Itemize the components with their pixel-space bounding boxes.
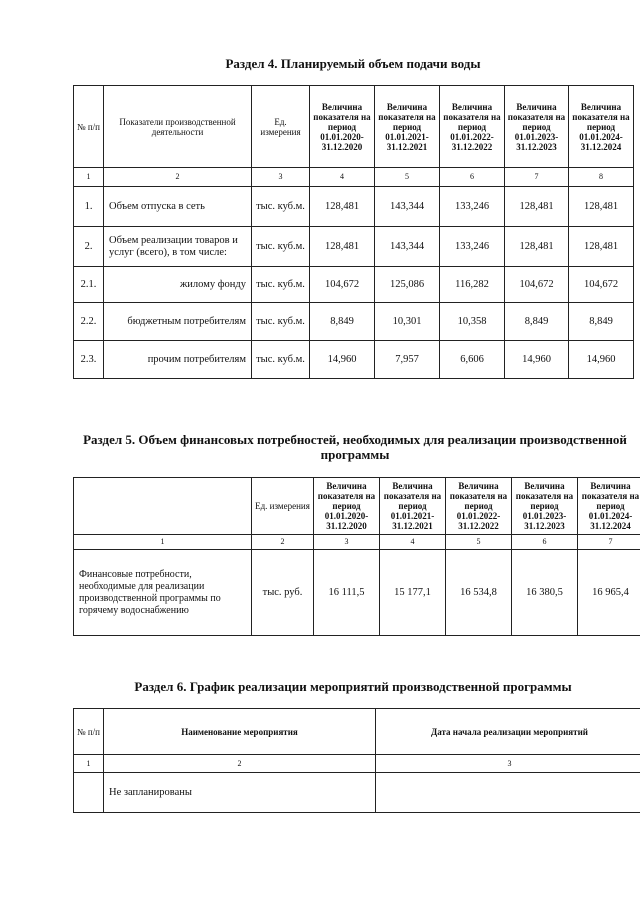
column-number: 1: [74, 755, 104, 773]
column-number: 3: [252, 168, 310, 187]
row-name: бюджетным потребителям: [104, 303, 252, 341]
value-cell: 16 111,5: [314, 550, 380, 636]
column-number: 7: [505, 168, 569, 187]
column-number: 4: [380, 535, 446, 550]
start-date-cell: [376, 773, 640, 813]
value-cell: 10,301: [375, 303, 440, 341]
row-name: Финансовые потребности, необходимые для реализации производственной программы по горячему водоснабжению: [74, 550, 252, 636]
col-header-period-2023: Величина показателя на период 01.01.2023-31.12.2023: [512, 478, 578, 535]
value-cell: 133,246: [440, 227, 505, 267]
row-unit: тыс. куб.м.: [252, 303, 310, 341]
col-header-period-2022: Величина показателя на период 01.01.2022-31.12.2022: [446, 478, 512, 535]
value-cell: 16 380,5: [512, 550, 578, 636]
row-number: 1.: [74, 187, 104, 227]
value-cell: 143,344: [375, 187, 440, 227]
table-row: [74, 773, 640, 813]
col-header-period-2020: Величина показателя на период 01.01.2020-31.12.2020: [314, 478, 380, 535]
col-header-period-2021: Величина показателя на период 01.01.2021-31.12.2021: [380, 478, 446, 535]
row-unit: тыс. куб.м.: [252, 267, 310, 303]
value-cell: 8,849: [310, 303, 375, 341]
column-number: 6: [440, 168, 505, 187]
value-cell: 15 177,1: [380, 550, 446, 636]
column-number: 5: [446, 535, 512, 550]
activities-schedule-table: [73, 708, 640, 813]
value-cell: 128,481: [505, 227, 569, 267]
table-row: [74, 550, 640, 636]
row-name: Не запланированы: [104, 773, 376, 813]
column-number: 3: [314, 535, 380, 550]
value-cell: 116,282: [440, 267, 505, 303]
value-cell: 128,481: [505, 187, 569, 227]
column-number: 2: [252, 535, 314, 550]
section5-title: Раздел 5. Объем финансовых потребностей, необходимых для реализации производственной программы: [83, 432, 627, 462]
section4-title: Раздел 4. Планируемый объем подачи воды: [225, 56, 481, 71]
value-cell: 143,344: [375, 227, 440, 267]
col-header-num: № п/п: [74, 709, 104, 755]
header-row: [74, 709, 640, 755]
col-header-period-2022: Величина показателя на период 01.01.2022-31.12.2022: [440, 86, 505, 168]
row-number: [74, 773, 104, 813]
column-number: 1: [74, 168, 104, 187]
col-header-unit: Ед. измерения: [252, 86, 310, 168]
water-supply-table: [73, 85, 634, 379]
row-name: Объем реализации товаров и услуг (всего), в том числе:: [104, 227, 252, 267]
row-unit: тыс. куб.м.: [252, 341, 310, 379]
col-header-start-date: Дата начала реализации мероприятий: [376, 709, 640, 755]
value-cell: 6,606: [440, 341, 505, 379]
value-cell: 125,086: [375, 267, 440, 303]
value-cell: 14,960: [569, 341, 634, 379]
row-name: Объем отпуска в сеть: [104, 187, 252, 227]
row-number: 2.: [74, 227, 104, 267]
value-cell: 8,849: [569, 303, 634, 341]
col-header-period-2020: Величина показателя на период 01.01.2020-31.12.2020: [310, 86, 375, 168]
value-cell: 10,358: [440, 303, 505, 341]
row-name: жилому фонду: [104, 267, 252, 303]
col-header-period-2023: Величина показателя на период 01.01.2023-31.12.2023: [505, 86, 569, 168]
table-row: [74, 267, 634, 303]
value-cell: 14,960: [310, 341, 375, 379]
col-header-period-2024: Величина показателя на период 01.01.2024-31.12.2024: [569, 86, 634, 168]
col-header-period-2021: Величина показателя на период 01.01.2021-31.12.2021: [375, 86, 440, 168]
row-name: прочим потребителям: [104, 341, 252, 379]
column-number: 5: [375, 168, 440, 187]
value-cell: 16 534,8: [446, 550, 512, 636]
col-header-blank: [74, 478, 252, 535]
value-cell: 8,849: [505, 303, 569, 341]
column-number-row: [74, 168, 634, 187]
column-number: 2: [104, 168, 252, 187]
header-row: [74, 86, 634, 168]
column-number: 1: [74, 535, 252, 550]
value-cell: 128,481: [569, 187, 634, 227]
value-cell: 104,672: [310, 267, 375, 303]
column-number: 2: [104, 755, 376, 773]
header-row: [74, 478, 640, 535]
col-header-period-2024: Величина показателя на период 01.01.2024-31.12.2024: [578, 478, 640, 535]
value-cell: 104,672: [505, 267, 569, 303]
table-row: [74, 227, 634, 267]
financial-needs-table: [73, 477, 640, 636]
value-cell: 16 965,4: [578, 550, 640, 636]
value-cell: 128,481: [569, 227, 634, 267]
row-unit: тыс. руб.: [252, 550, 314, 636]
value-cell: 7,957: [375, 341, 440, 379]
row-number: 2.3.: [74, 341, 104, 379]
col-header-indicator: Показатели производственной деятельности: [104, 86, 252, 168]
row-number: 2.2.: [74, 303, 104, 341]
value-cell: 133,246: [440, 187, 505, 227]
table-row: [74, 187, 634, 227]
table-row: [74, 303, 634, 341]
value-cell: 128,481: [310, 227, 375, 267]
column-number: 4: [310, 168, 375, 187]
row-unit: тыс. куб.м.: [252, 187, 310, 227]
column-number: 7: [578, 535, 640, 550]
col-header-num: № п/п: [74, 86, 104, 168]
col-header-unit: Ед. измерения: [252, 478, 314, 535]
col-header-activity-name: Наименование мероприятия: [104, 709, 376, 755]
value-cell: 14,960: [505, 341, 569, 379]
column-number-row: [74, 535, 640, 550]
row-number: 2.1.: [74, 267, 104, 303]
value-cell: 128,481: [310, 187, 375, 227]
table-row: [74, 341, 634, 379]
column-number: 6: [512, 535, 578, 550]
row-unit: тыс. куб.м.: [252, 227, 310, 267]
value-cell: 104,672: [569, 267, 634, 303]
section6-title: Раздел 6. График реализации мероприятий производственной программы: [134, 679, 572, 694]
column-number: 8: [569, 168, 634, 187]
column-number: 3: [376, 755, 640, 773]
column-number-row: [74, 755, 640, 773]
